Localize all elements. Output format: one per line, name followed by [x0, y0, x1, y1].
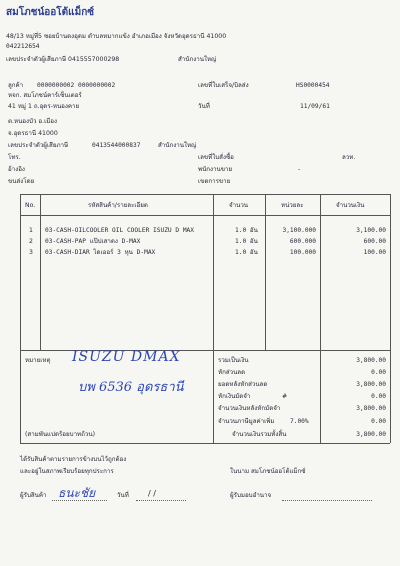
customer-phone-label: โทร.: [8, 154, 21, 161]
total-after-discount-value: 3,800.00: [356, 381, 386, 388]
doc-salesperson-label: พนักงานขาย: [198, 166, 233, 173]
header-qty: จำนวน: [229, 202, 249, 209]
company-tax-id: เลขประจำตัวผู้เสียภาษี 0415557000298: [6, 56, 120, 63]
received-statement-1: ได้รับสินค้าตามรายการข้างบนไว้ถูกต้อง: [20, 456, 127, 463]
col-divider-desc: [213, 194, 214, 350]
handwritten-note-model: ISUZU DMAX: [72, 349, 181, 365]
total-after-discount-label: ยอดหลังหักส่วนลด: [218, 381, 268, 388]
row-1-no: 1: [29, 227, 33, 234]
receiver-sign-line: [52, 500, 107, 501]
receiver-date-value: / /: [148, 489, 156, 498]
doc-date-value: 11/09/61: [300, 103, 330, 110]
total-discount-value: 0.00: [371, 369, 386, 376]
total-subtotal-label: รวมเป็นเงิน: [218, 357, 249, 364]
customer-name: หจก. สมโภชน์คาร์เซ็นเตอร์: [8, 92, 82, 99]
row-3-qty: 1.0 อัน: [235, 249, 258, 256]
table-header-line: [20, 215, 390, 216]
total-vat-rate: 7.00%: [290, 418, 309, 425]
header-description: รหัสสินค้า/รายละเอียด: [88, 202, 148, 209]
doc-po-label: เลขที่ใบสั่งซื้อ: [198, 154, 234, 161]
totals-value-divider: [320, 350, 321, 443]
row-3-amount: 100.00: [363, 249, 386, 256]
table-left-line: [20, 194, 21, 443]
on-behalf-of: ในนาม สมโภชน์ออโต้แม็กซ์: [230, 468, 306, 475]
totals-divider: [213, 350, 214, 443]
table-top-line: [20, 194, 390, 195]
customer-tax-value: 0413544000837: [92, 142, 141, 149]
row-2-amount: 600.00: [363, 238, 386, 245]
doc-number-label: เลขที่ใบเสร็จ/บิลส่ง: [198, 82, 249, 89]
doc-number-value: HS0000454: [296, 82, 330, 89]
customer-tax-label: เลขประจำตัวผู้เสียภาษี: [8, 142, 69, 149]
receiver-signature: ธนะชัย: [58, 486, 96, 500]
row-3-desc: 03-CASH-DIAR ไดเออร์ 3 หุน D-MAX: [45, 249, 156, 256]
doc-credit-label: ลวท.: [342, 154, 356, 161]
total-deposit-symbol: #: [282, 393, 288, 400]
totals-bottom-line: [20, 443, 390, 444]
receiver-label: ผู้รับสินค้า: [20, 492, 47, 499]
total-after-deposit-label: จำนวนเงินหลังหักมัดจำ: [218, 405, 281, 412]
received-statement-2: และอยู่ในสภาพเรียบร้อยทุกประการ: [20, 468, 114, 475]
row-1-qty: 1.0 อัน: [235, 227, 258, 234]
amount-in-words: (สามพันแปดร้อยบาทถ้วน): [25, 431, 95, 438]
doc-salesperson-value: -: [298, 166, 301, 173]
col-divider-no: [40, 194, 41, 350]
total-after-deposit-value: 3,800.00: [356, 405, 386, 412]
col-divider-price: [320, 194, 321, 350]
company-phone: 042212654: [6, 43, 40, 50]
approver-sign-line: [282, 500, 372, 501]
row-2-qty: 1.0 อัน: [235, 238, 258, 245]
customer-address-2: ต.หนองบัว อ.เมือง: [8, 118, 58, 125]
total-deposit-value: 0.00: [371, 393, 386, 400]
header-no: No.: [25, 202, 36, 209]
row-2-price: 600.000: [289, 238, 316, 245]
header-amount: จำนวนเงิน: [336, 202, 365, 209]
handwritten-note-plate: บพ 6536 อุดรธานี: [78, 380, 184, 395]
receiver-date-line: [136, 500, 186, 501]
doc-due-label: เขตการขาย: [198, 178, 231, 185]
row-3-no: 3: [29, 249, 33, 256]
customer-address-3: จ.อุดรธานี 41000: [8, 130, 58, 137]
total-vat-label: จำนวนภาษีมูลค่าเพิ่ม: [218, 418, 275, 425]
header-unit-price: หน่วยละ: [281, 202, 304, 209]
total-discount-label: หักส่วนลด: [218, 369, 246, 376]
row-2-no: 2: [29, 238, 33, 245]
row-3-price: 100.000: [289, 249, 316, 256]
receiver-date-label: วันที่: [117, 492, 129, 499]
table-right-line: [390, 194, 391, 443]
total-deposit-label: หักเงินมัดจำ: [218, 393, 251, 400]
grand-total-value: 3,800.00: [356, 431, 386, 438]
company-name: สมโภชน์ออโต้แม็กซ์: [6, 7, 95, 18]
company-branch: สำนักงานใหญ่: [178, 56, 217, 63]
company-address: 48/13 หมู่ที่5 ซอยบ้านดงอุดม ตำบลหมากแข้ง อำเภอเมือง จังหวัดอุดรธานี 41000: [6, 33, 227, 40]
row-2-desc: 03-CASH-PAP แป๊ปเสาดง D-MAX: [45, 238, 141, 245]
row-1-desc: 03-CASH-OILCOOLER OIL COOLER ISUZU D MAX: [45, 227, 195, 234]
col-divider-qty: [265, 194, 266, 350]
notes-label: หมายเหตุ: [25, 357, 51, 364]
customer-code-label: ลูกค้า: [8, 82, 24, 89]
row-1-amount: 3,100.00: [356, 227, 386, 234]
customer-code-value: 0000000002 0000000002: [37, 82, 116, 89]
total-subtotal-value: 3,800.00: [356, 357, 386, 364]
total-vat-value: 0.00: [371, 418, 386, 425]
customer-branch: สำนักงานใหญ่: [158, 142, 197, 149]
doc-date-label: วันที่: [198, 103, 210, 110]
grand-total-label: จำนวนเงินรวมทั้งสิ้น: [232, 431, 287, 438]
row-1-price: 3,100.000: [282, 227, 316, 234]
customer-ship-label: ขนส่งโดย: [8, 178, 35, 185]
customer-address-1: 41 หมู่ 1 ถ.อุดร-หนองคาย: [8, 103, 80, 110]
approver-label: ผู้รับมอบอำนาจ: [230, 492, 272, 499]
customer-ref-label: อ้างอิง: [8, 166, 25, 173]
